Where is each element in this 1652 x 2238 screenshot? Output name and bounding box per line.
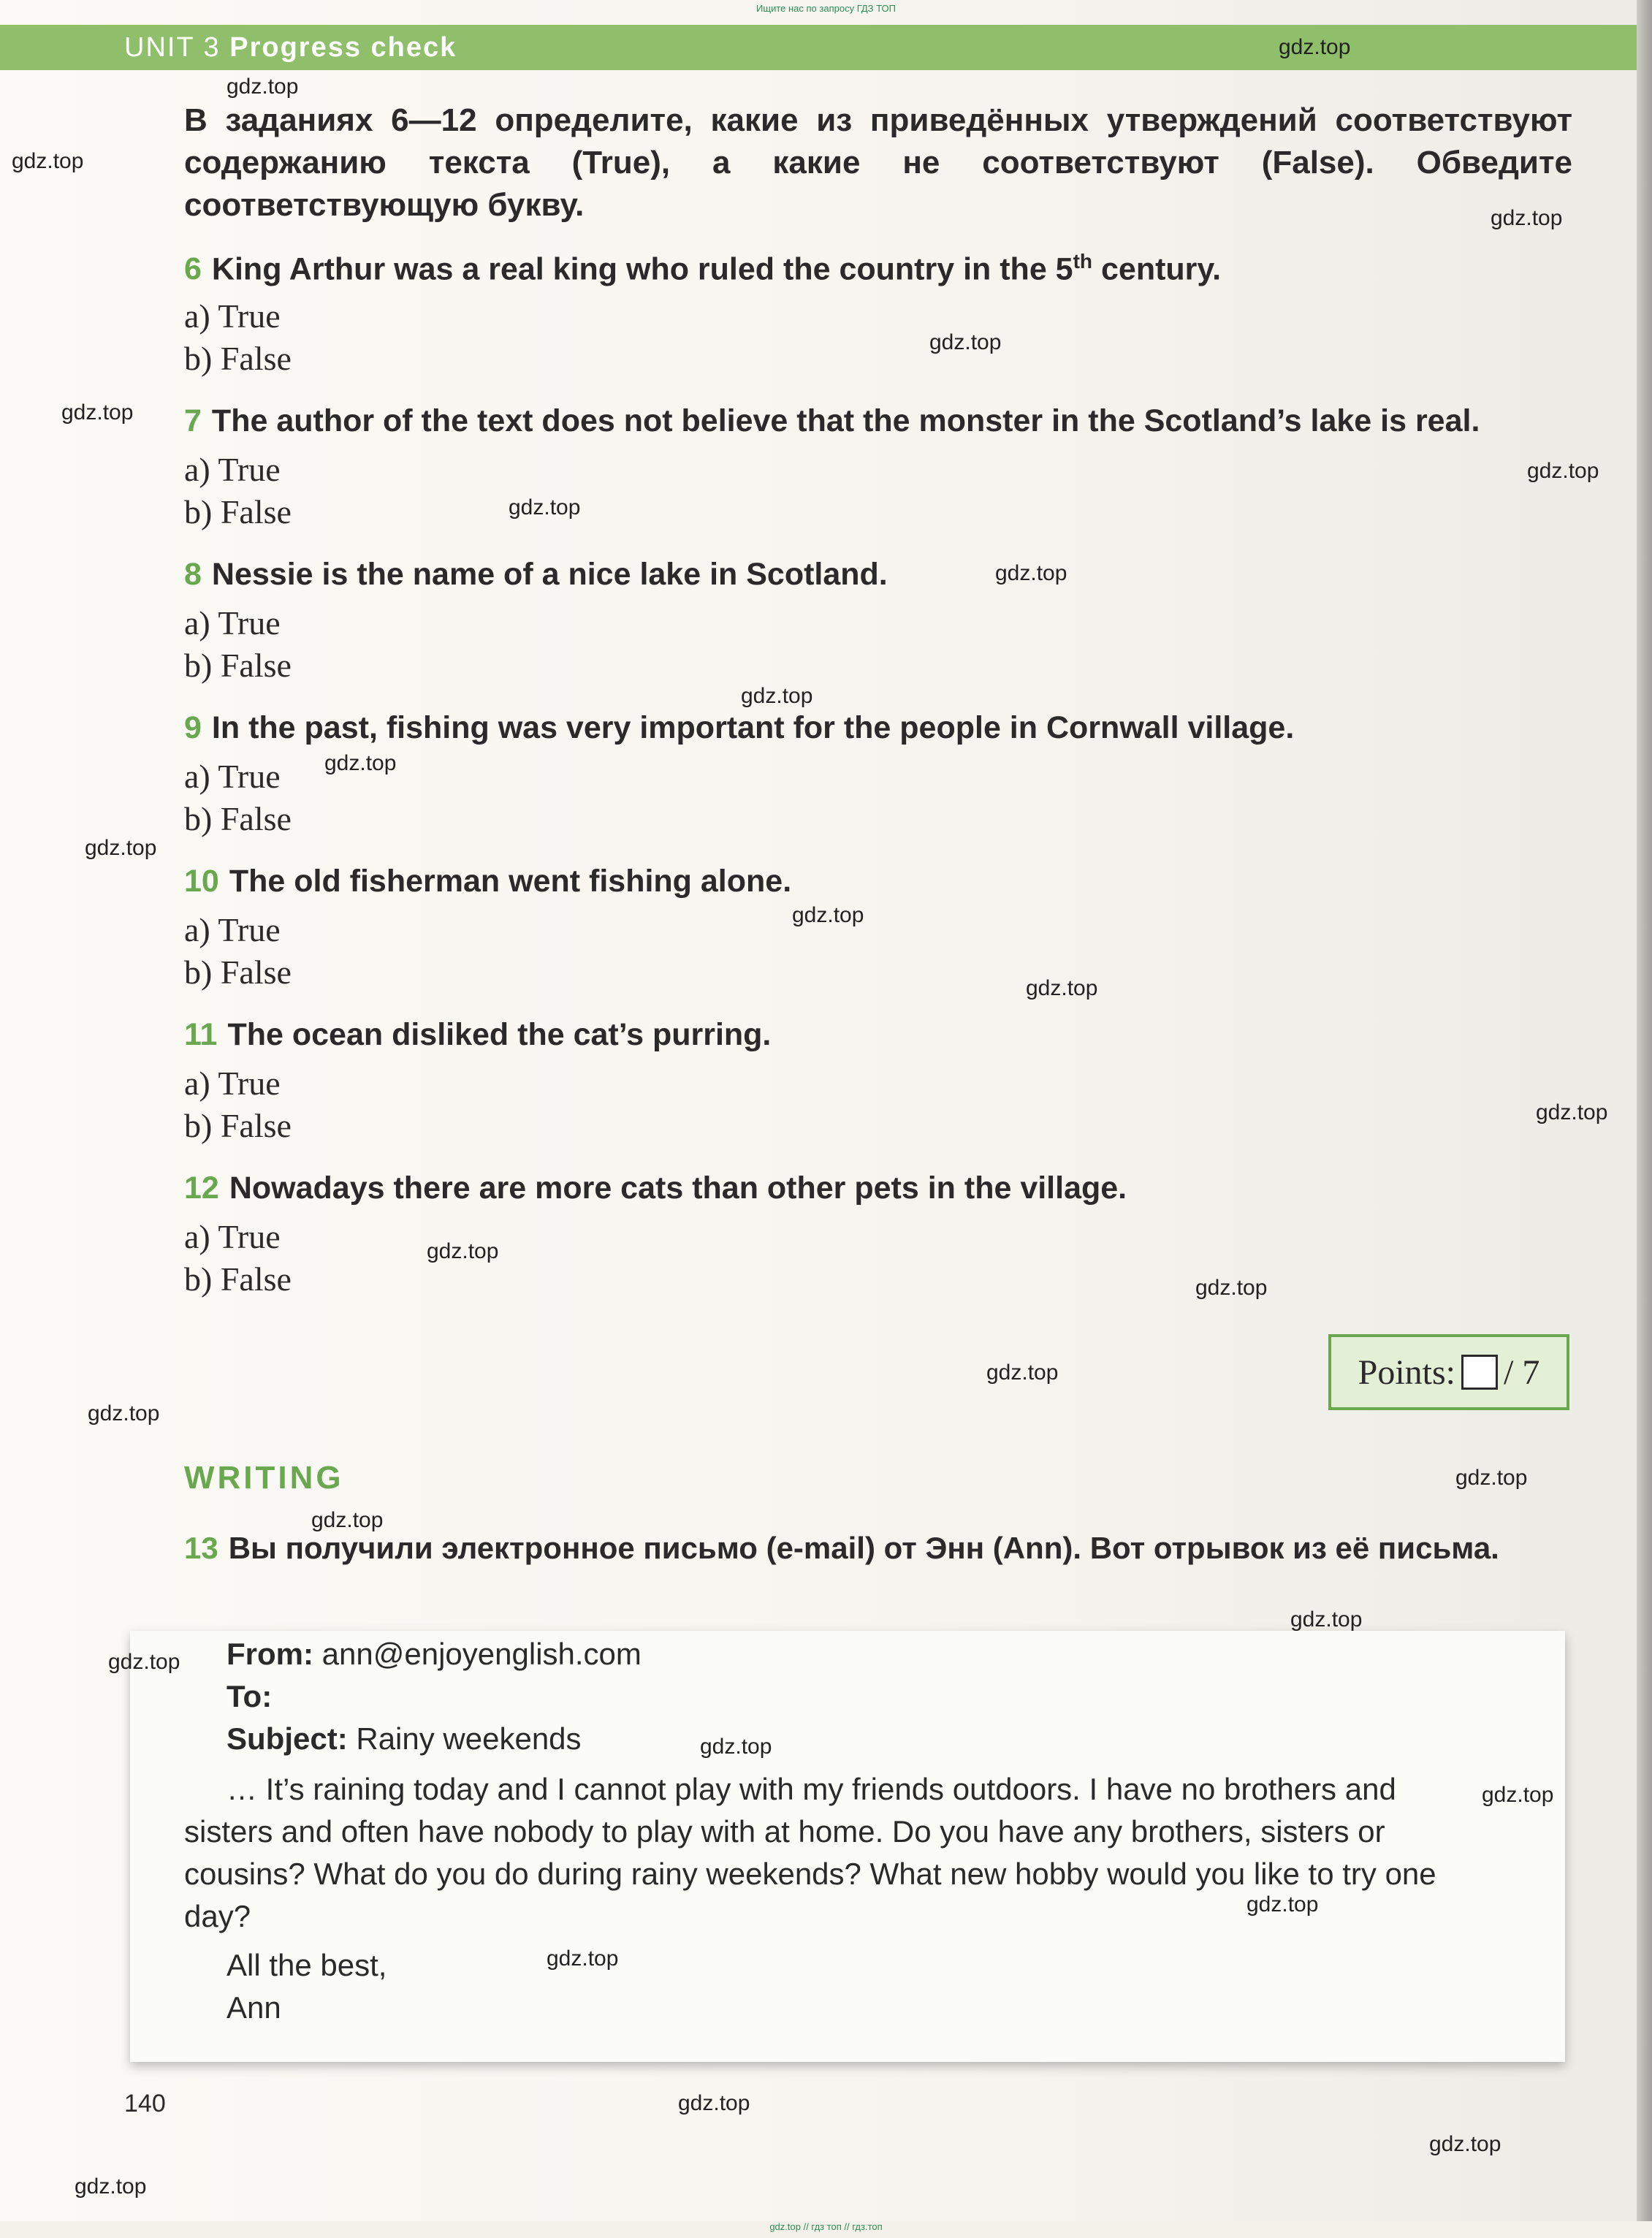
question-8 xyxy=(184,557,888,593)
question-11 xyxy=(184,1017,771,1053)
question-superscript: th xyxy=(1073,250,1093,273)
watermark: gdz.top xyxy=(311,1508,384,1532)
option-a[interactable]: a) True xyxy=(184,758,281,795)
top-note: Ищите нас по запросу ГДЗ ТОП xyxy=(756,3,896,14)
watermark: gdz.top xyxy=(678,2091,750,2115)
question-10 xyxy=(184,864,791,899)
bottom-note: gdz.top // гдз топ // гдз.топ xyxy=(769,2221,883,2232)
watermark: gdz.top xyxy=(509,495,581,519)
watermark: gdz.top xyxy=(227,75,299,99)
question-text: King Arthur was a real king who ruled the country in the 5 xyxy=(211,251,1073,287)
option-a[interactable]: a) True xyxy=(184,1218,281,1255)
question-text: The author of the text does not believe that the monster in the Scotland’s lake is real. xyxy=(211,403,1480,438)
question-12 xyxy=(184,1171,1127,1206)
option-b[interactable]: b) False xyxy=(184,954,292,991)
email-subject xyxy=(227,1721,582,1756)
watermark: gdz.top xyxy=(929,330,1002,354)
question-text: Nowadays there are more cats than other pets in the village. xyxy=(229,1171,1127,1206)
question-number: 7 xyxy=(184,403,202,438)
unit-title: Progress check xyxy=(229,32,457,63)
email-signature: Ann xyxy=(227,1990,281,2025)
option-b[interactable]: b) False xyxy=(184,1107,292,1144)
question-number: 9 xyxy=(184,710,202,745)
points-total: / 7 xyxy=(1504,1352,1540,1392)
watermark: gdz.top xyxy=(700,1735,772,1759)
question-9 xyxy=(184,710,1294,746)
question-7 xyxy=(184,403,1480,439)
watermark: gdz.top xyxy=(547,1946,619,1971)
watermark: gdz.top xyxy=(12,149,84,173)
writing-heading: WRITING xyxy=(184,1460,344,1496)
email-from-value: ann@enjoyenglish.com xyxy=(321,1637,642,1671)
points-box xyxy=(1328,1334,1569,1410)
question-text: In the past, fishing was very important for the people in Cornwall village. xyxy=(211,710,1295,745)
option-a[interactable]: a) True xyxy=(184,604,281,642)
email-body: … It’s raining today and I cannot play with my friends outdoors. I have no brothers and sisters and often have nobody to play with at home. Do you have any brothers, sisters or cousins? What do you do during rainy weekends? What new hobby would you like to try one day? xyxy=(184,1772,1436,1933)
option-b[interactable]: b) False xyxy=(184,800,292,837)
watermark: gdz.top xyxy=(741,684,813,708)
option-b[interactable]: b) False xyxy=(184,340,292,377)
option-a[interactable]: a) True xyxy=(184,911,281,948)
question-text: The old fisherman went fishing alone. xyxy=(229,864,792,899)
watermark: gdz.top xyxy=(1290,1607,1363,1632)
option-a[interactable]: a) True xyxy=(184,451,281,488)
watermark: gdz.top xyxy=(1455,1466,1528,1490)
email-subject-label: Subject: xyxy=(227,1721,348,1756)
watermark: gdz.top xyxy=(792,903,864,927)
watermark: gdz.top xyxy=(427,1239,499,1263)
question-number: 12 xyxy=(184,1171,219,1206)
watermark: gdz.top xyxy=(986,1360,1059,1385)
watermark: gdz.top xyxy=(1482,1783,1554,1807)
task-13 xyxy=(184,1527,1514,1569)
question-number: 11 xyxy=(184,1017,218,1052)
watermark: gdz.top xyxy=(324,751,397,775)
unit-header-title xyxy=(124,32,457,64)
watermark: gdz.top xyxy=(1429,2132,1501,2156)
question-text: Nessie is the name of a nice lake in Scotland. xyxy=(211,557,888,592)
option-b[interactable]: b) False xyxy=(184,1260,292,1298)
points-label: Points: xyxy=(1358,1352,1456,1392)
option-a[interactable]: a) True xyxy=(184,297,281,335)
watermark: gdz.top xyxy=(1026,976,1098,1000)
email-from xyxy=(227,1637,642,1672)
email-closing: All the best, xyxy=(227,1948,387,1982)
watermark: gdz.top xyxy=(85,836,157,860)
instruction-text: В заданиях 6—12 определите, какие из приведённых утверждений соответствуют содержанию текста (True), а какие не соответствуют (False). Обведите соответствующую букву. xyxy=(184,102,1572,223)
watermark: gdz.top xyxy=(88,1401,160,1426)
watermark: gdz.top xyxy=(1279,35,1351,59)
watermark: gdz.top xyxy=(61,400,134,425)
watermark: gdz.top xyxy=(75,2174,147,2199)
watermark: gdz.top xyxy=(995,561,1067,585)
email-to-label: To: xyxy=(227,1679,273,1713)
email-to xyxy=(227,1679,272,1714)
points-input-box[interactable] xyxy=(1461,1355,1498,1390)
watermark: gdz.top xyxy=(1527,459,1599,483)
option-b[interactable]: b) False xyxy=(184,493,292,530)
question-text-end: century. xyxy=(1092,251,1222,287)
email-subject-value: Rainy weekends xyxy=(356,1721,582,1756)
option-b[interactable]: b) False xyxy=(184,647,292,684)
unit-label: UNIT 3 xyxy=(124,32,221,63)
question-text: The ocean disliked the cat’s purring. xyxy=(227,1017,772,1052)
email-from-label: From: xyxy=(227,1637,313,1671)
page-number: 140 xyxy=(124,2090,166,2117)
watermark: gdz.top xyxy=(1246,1892,1319,1917)
question-number: 6 xyxy=(184,251,202,287)
watermark: gdz.top xyxy=(1195,1276,1268,1300)
watermark: gdz.top xyxy=(1536,1100,1608,1124)
watermark: gdz.top xyxy=(108,1650,180,1674)
question-6 xyxy=(184,250,1221,287)
task-text: Вы получили электронное письмо (e-mail) от Энн (Ann). Вот отрывок из её письма. xyxy=(228,1531,1499,1565)
question-number: 8 xyxy=(184,557,202,592)
question-number: 10 xyxy=(184,864,219,899)
task-number: 13 xyxy=(184,1531,218,1565)
watermark: gdz.top xyxy=(1491,206,1563,230)
option-a[interactable]: a) True xyxy=(184,1065,281,1102)
